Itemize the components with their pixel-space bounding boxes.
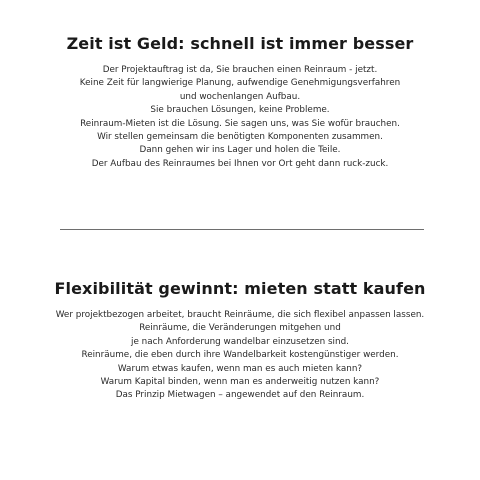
body-line: und wochenlangen Aufbau. (179, 91, 301, 102)
section-flexibility (0, 278, 480, 403)
body-line: Warum etwas kaufen, wenn man es auch mieten kann? (117, 363, 363, 374)
section-heading: Zeit ist Geld: schnell ist immer besser (66, 34, 414, 53)
body-line: Das Prinzip Mietwagen – angewendet auf den Reinraum. (115, 390, 365, 401)
body-line: Der Aufbau des Reinraumes bei Ihnen vor Ort geht dann ruck-zuck. (91, 158, 389, 169)
section-body (0, 309, 480, 403)
section-heading: Flexibilität gewinnt: mieten statt kaufen (54, 279, 426, 298)
section-divider (60, 229, 424, 230)
body-line: Sie brauchen Lösungen, keine Probleme. (150, 105, 330, 116)
body-line: Reinraum-Mieten ist die Lösung. Sie sagen uns, was Sie wofür brauchen. (80, 118, 400, 129)
body-line: Reinräume, die Veränderungen mitgehen und (139, 323, 341, 334)
body-line: Keine Zeit für langwierige Planung, aufwendige Genehmigungsverfahren (79, 78, 401, 89)
section-time-is-money (0, 33, 480, 171)
body-line: Reinräume, die eben durch ihre Wandelbarkeit kostengünstiger werden. (81, 350, 399, 361)
body-line: Der Projektauftrag ist da, Sie brauchen einen Reinraum - jetzt. (102, 65, 378, 75)
body-line: Wer projektbezogen arbeitet, braucht Reinräume, die sich flexibel anpassen lassen. (55, 310, 425, 320)
body-line: Wir stellen gemeinsam die benötigten Komponenten zusammen. (97, 132, 383, 143)
body-line: je nach Anforderung wandelbar einzusetzen sind. (131, 336, 349, 347)
body-line: Dann gehen wir ins Lager und holen die Teile. (139, 145, 341, 156)
section-body (0, 64, 480, 171)
body-line: Warum Kapital binden, wenn man es anderweitig nutzen kann? (100, 377, 380, 388)
